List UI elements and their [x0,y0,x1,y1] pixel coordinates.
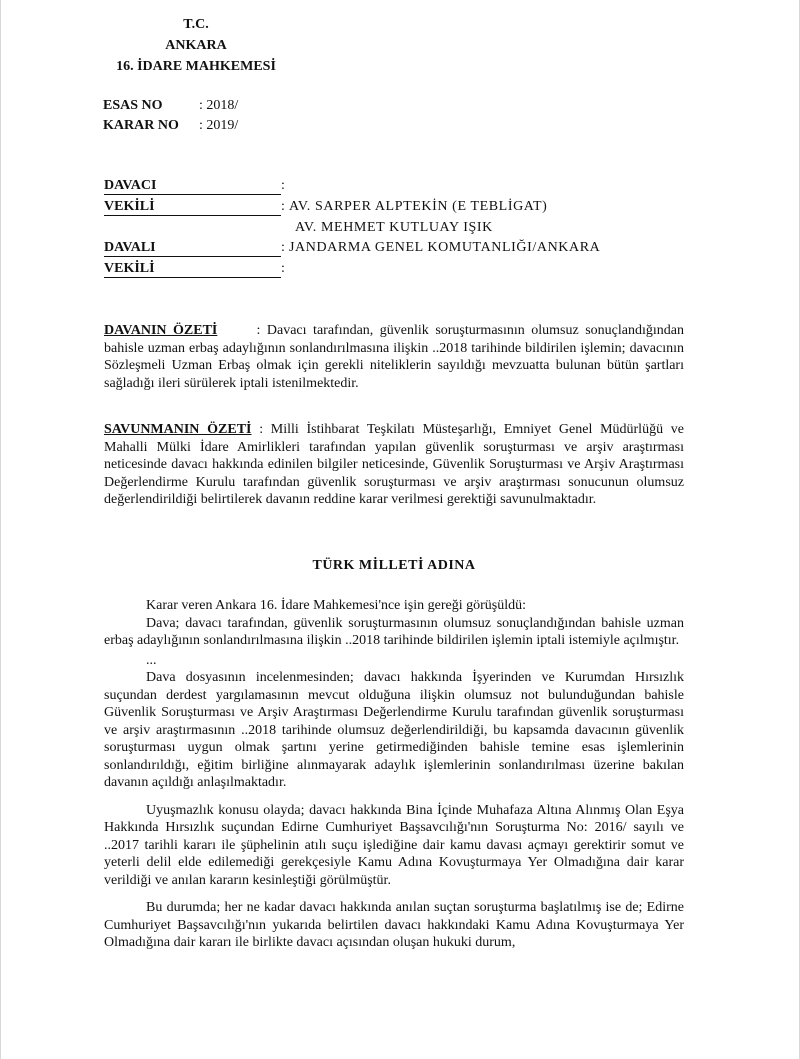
davali-label: DAVALI [104,240,281,257]
vekil-2-label: VEKİLİ [104,261,281,278]
karar-no-value: : 2019/ [199,118,239,133]
party-vekil-1-second [295,220,493,236]
body-paragraph-6: Bu durumda; her ne kadar davacı hakkında anılan suçtan soruşturma başlatılmış ise de; Edirne Cumhuriyet Başsavcılığı'nın yukarıda belirtilen davacı hakkındaki Kamu Adına Kovuşturmaya Yer Olmadığına dair kararı ile birlikte davacı açısından oluşan hukuki durum, [104,900,684,950]
judgment-body [104,597,684,952]
defense-summary-heading: SAVUNMANIN ÖZETİ [104,422,252,437]
davali-value: JANDARMA GENEL KOMUTANLIĞI/ANKARA [289,240,601,255]
esas-no-label: ESAS NO [103,98,163,113]
body-paragraph-5: Uyuşmazlık konusu olayda; davacı hakkında Bina İçinde Muhafaza Altına Alınmış Olan Eşya Hakkında Hırsızlık suçundan Edirne Cumhuriyet Başsavcılığı'nın Soruşturma No: 2016/ sayılı ve ..2017 tarihli kararı ile şüphelinin atılı suçu işlediğine dair kamu davası açmayı gerektirir somut ve yeterli delil elde edilemediği gerekçesiyle Kamu Adına Kovuşturmaya Yer Olmadığına dair karar verildiği ve anılan kararın kesinleştiği görülmüştür. [104,802,684,888]
body-paragraph-4: Dava dosyasının incelenmesinden; davacı hakkında İşyerinden ve Kurumdan Hırsızlık suçundan derdest yargılamasının mevcut olduğuna ilişkin olumsuz not bulunduğundan bahisle Güvenlik Soruşturması ve Arşiv Araştırması Değerlendirme Kurulu tarafından güvenlik soruşturması ve arşiv araştırmasının ..2018 tarihinde olumsuz değerlendirildiği, bu kapsamda davacının güvenlik soruşturması uygun olmak şartını yerine getirmediğinden bahisle temine esas işlemlerinin sonlandırıldığı, eğitim birliğine alınmayarak adaylık işlemlerinin sonlandırılması üzerine bakılan davanın açıldığı anlaşılmaktadır. [104,670,684,790]
vekil-1-label: VEKİLİ [104,199,281,216]
header-line-city: ANKARA [165,38,227,53]
verdict-title: TÜRK MİLLETİ ADINA [312,558,476,573]
davaci-colon: : [281,178,285,193]
body-paragraph-2: Dava; davacı tarafından, güvenlik soruşturmasının olumsuz sonuçlandığından bahisle uzman erbaş adaylığının sonlandırılmasına ilişkin ..2018 tarihinde bildirilen işlemin iptali istemiyle açılmıştır. [104,615,684,648]
body-paragraph-ellipsis: ... [146,652,157,668]
court-header [101,14,291,77]
header-line-tc: T.C. [183,17,209,32]
party-davali [104,240,600,257]
karar-no-label: KARAR NO [103,118,179,133]
case-summary-text: : Davacı tarafından, güvenlik soruşturmasının olumsuz sonuçlandığından bahisle uzman erbaş adaylığının sonlandırılmasına ilişkin ..2018 tarihinde bildirilen işlemin; davacının Sözleşmeli Uzman Erbaş olmak için gerekli niteliklerin sayıldığı mevzuatta bulunan bütün şartları sağladığı ileri sürülerek iptali istenilmektedir. [104,323,684,391]
party-vekil-2 [104,261,289,278]
body-paragraph-1: Karar veren Ankara 16. İdare Mahkemesi'nce işin gereği görüşüldü: [146,598,526,613]
davaci-label: DAVACI [104,178,281,195]
case-summary [104,322,684,392]
vekil-1-value: AV. SARPER ALPTEKİN (E TEBLİGAT) [289,199,548,214]
case-summary-heading: DAVANIN ÖZETİ [104,323,218,338]
esas-no-row [103,98,238,114]
vekil-1-colon: : [281,199,285,214]
vekil-1-value-2: AV. MEHMET KUTLUAY IŞIK [295,220,493,235]
party-vekil-1 [104,199,547,216]
esas-no-value: : 2018/ [199,98,239,113]
party-davaci [104,178,289,195]
defense-summary-text: : Milli İstihbarat Teşkilatı Müsteşarlığı, Emniyet Genel Müdürlüğü ve Mahalli Mülki İdare Amirlikleri tarafından yapılan güvenlik soruşturması ve arşiv araştırması neticesinde davacı hakkında edinilen bilgiler neticesinde, Güvenlik Soruşturması ve Arşiv Araştırması Değerlendirme Kurulu tarafından güvenlik soruşturması ve arşiv araştırması sonucunun olumsuz değerlendirildiği belirtilerek davanın reddine karar verilmesi gerektiği savunulmaktadır. [104,422,684,507]
header-line-court: 16. İDARE MAHKEMESİ [116,59,276,74]
karar-no-row [103,118,238,134]
vekil-2-colon: : [281,261,285,276]
defense-summary [104,421,684,509]
davali-colon: : [281,240,285,255]
